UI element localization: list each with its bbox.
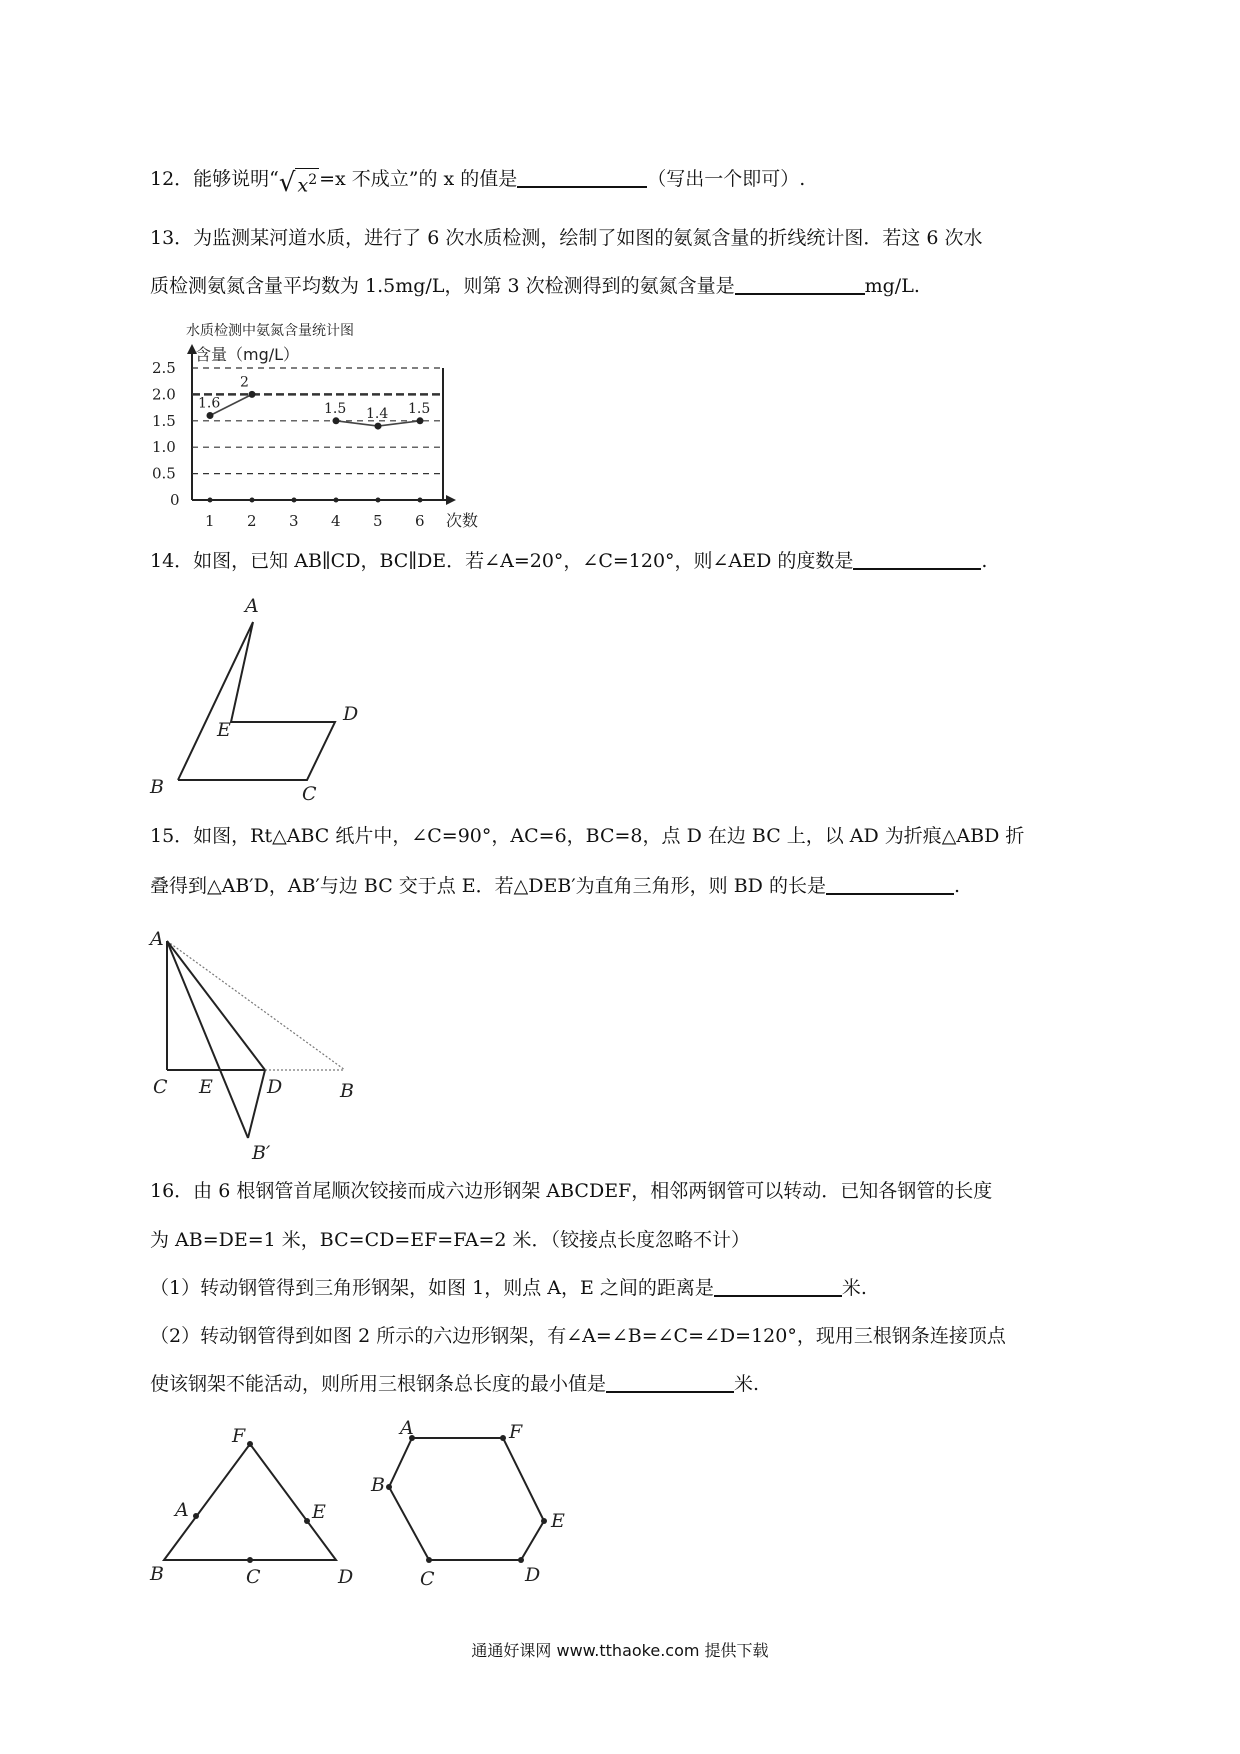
q16-fig2-label-c: C [420, 1568, 435, 1590]
data-label: 1.5 [324, 400, 347, 417]
q16-line4: （2）转动钢管得到如图 2 所示的六边形钢架，有∠A=∠B=∠C=∠D=120°，现用三根钢条连接顶点 [150, 1325, 1006, 1347]
q15-label-b-prime: B′ [252, 1142, 271, 1164]
q14-label-a: A [245, 595, 259, 617]
data-label: 1.4 [366, 406, 389, 423]
x-tick-label: 6 [415, 512, 425, 530]
q14-label-b: B [150, 776, 164, 798]
chart-ylabel: 含量（mg/L） [195, 345, 300, 364]
q12-prefix: 12．能够说明“ [150, 168, 279, 190]
q15-label-c: C [153, 1076, 168, 1098]
q12-text: =x 不成立”的 x 的值是 [319, 168, 518, 190]
x-tick-label: 2 [247, 512, 257, 530]
data-label: 2 [240, 374, 249, 391]
q16-fig1-label-b: B [150, 1563, 164, 1585]
q15-label-a: A [150, 928, 164, 950]
data-label: 1.5 [408, 400, 431, 417]
q16-fig2-label-f: F [509, 1421, 523, 1443]
q14-label-d: D [343, 703, 359, 725]
q16-fig1-label-d: D [338, 1566, 354, 1588]
y-tick-label: 1.0 [152, 438, 176, 457]
q16-line5-text: 使该钢架不能活动，则所用三根钢条总长度的最小值是 [150, 1373, 607, 1395]
q14-label-e: E [217, 719, 231, 741]
x-tick-label: 1 [205, 512, 215, 530]
q15-label-e: E [199, 1076, 213, 1098]
q16-line3-unit: 米. [841, 1277, 867, 1299]
q16-fig2-point-c [426, 1557, 432, 1563]
q16-fig2-label-d: D [525, 1564, 541, 1586]
q13-line2-text: 质检测氨氮含量平均数为 1.5mg/L，则第 3 次检测得到的氨氮含量是 [150, 275, 735, 297]
q16-line2: 为 AB=DE=1 米，BC=CD=EF=FA=2 米．（铰接点长度忽略不计） [150, 1229, 751, 1251]
y-tick-label: 1.5 [152, 411, 176, 430]
x-tick-label: 3 [289, 512, 299, 530]
q14-tail: . [981, 550, 988, 572]
q16-fig1-label-a: A [175, 1499, 189, 1521]
q15-line1: 15．如图，Rt△ABC 纸片中，∠C=90°，AC=6，BC=8，点 D 在边 BC 上，以 AD 为折痕△ABD 折 [150, 825, 1025, 847]
page-footer: 通通好课网 www.tthaoke.com 提供下载 [471, 1641, 769, 1660]
chart-xlabel: 次数 [446, 511, 479, 530]
q16-fig2-label-e: E [551, 1510, 565, 1532]
q16-fig2-hexagon [389, 1438, 544, 1560]
radicand: x [297, 174, 309, 196]
q16-fig1-label-f: F [232, 1425, 246, 1447]
q14-text: 14．如图，已知 AB∥CD，BC∥DE．若∠A=20°，∠C=120°，则∠AED 的度数是 [150, 550, 854, 572]
q13-unit: mg/L. [864, 275, 920, 297]
q16-fig1-label-c: C [246, 1566, 261, 1588]
q12-tail: （写出一个即可）. [647, 168, 806, 190]
q16-fig2-point-f [500, 1435, 506, 1441]
y-tick-label: 2.5 [152, 359, 176, 377]
q13-line1: 13．为监测某河道水质，进行了 6 次水质检测，绘制了如图的氨氮含量的折线统计图．若这 6 次水 [150, 227, 983, 249]
q16-fig2-point-e [541, 1518, 547, 1524]
q15-label-b: B [340, 1080, 354, 1102]
exponent: 2 [308, 171, 318, 188]
x-tick-label: 5 [373, 512, 383, 530]
radical-sign-icon: √ [278, 168, 296, 198]
q16-fig2-point-b [386, 1484, 392, 1490]
x-tick-label: 4 [331, 512, 341, 530]
q16-line1: 16．由 6 根钢管首尾顺次铰接而成六边形钢架 ABCDEF，相邻两钢管可以转动．已知各钢管的长度 [150, 1180, 993, 1202]
q16-fig1-label-e: E [312, 1501, 326, 1523]
q15-tail: . [953, 875, 960, 897]
q16-fig2-label-a: A [400, 1417, 414, 1439]
q16-fig2-label-b: B [371, 1474, 385, 1496]
chart-title: 水质检测中氨氮含量统计图 [186, 323, 354, 339]
data-label: 1.6 [198, 395, 221, 412]
y-tick-label: 2.0 [152, 385, 176, 404]
q15-label-d: D [267, 1076, 283, 1098]
y-tick-label: 0 [170, 491, 180, 509]
q15-line2-text: 叠得到△AB′D，AB′与边 BC 交于点 E．若△DEB′为直角三角形，则 BD 的长是 [150, 875, 826, 897]
q16-line3-text: （1）转动钢管得到三角形钢架，如图 1，则点 A，E 之间的距离是 [150, 1277, 714, 1299]
q16-fig2-point-d [518, 1557, 524, 1563]
q14-label-c: C [302, 783, 317, 805]
q16-line5-unit: 米. [734, 1373, 760, 1395]
y-tick-label: 0.5 [152, 464, 176, 483]
